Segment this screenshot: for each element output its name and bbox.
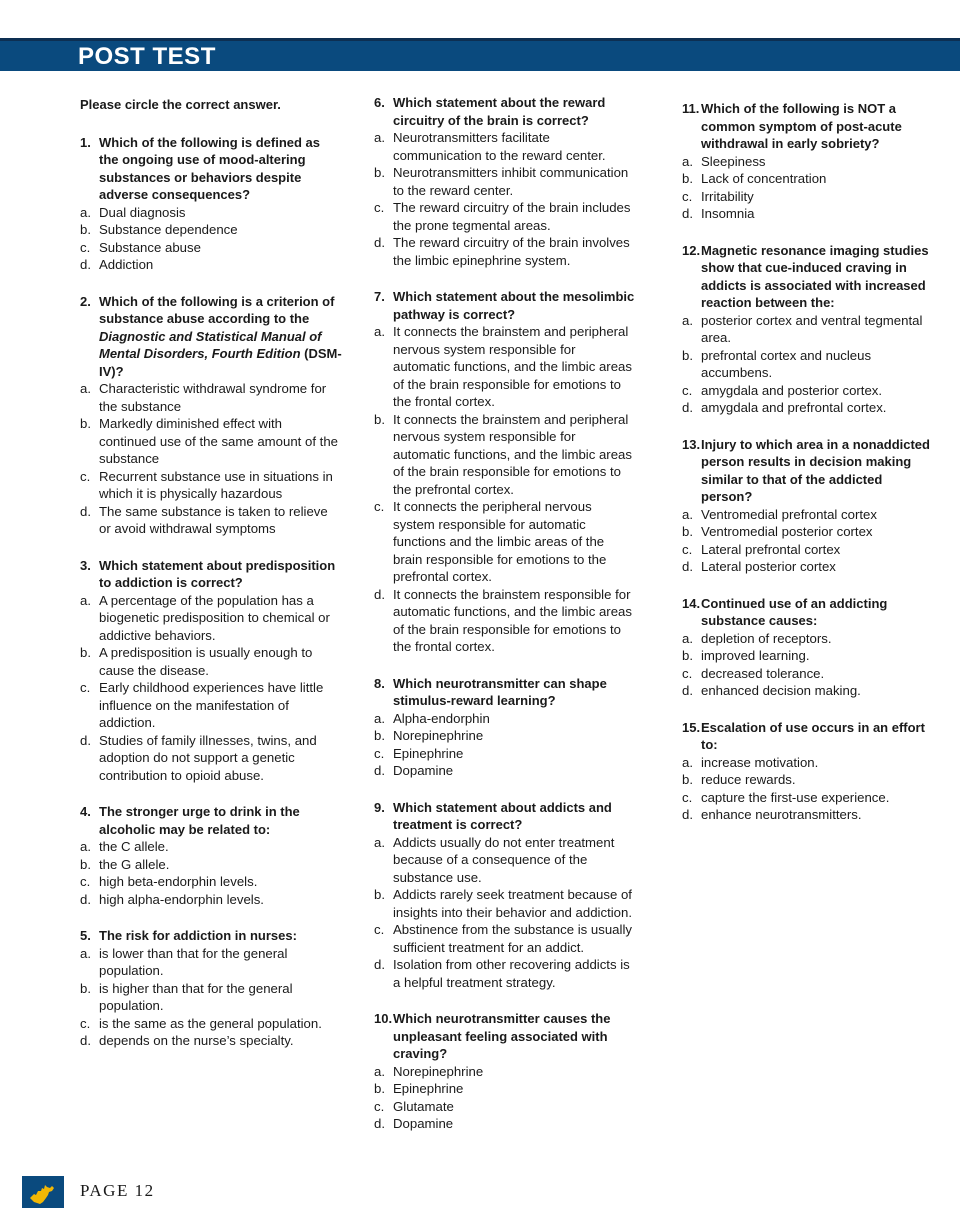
option-text: Recurrent substance use in situations in which it is physically hazardous: [99, 468, 333, 501]
question-text-main: Which statement about the mesolimbic pathway is correct?: [393, 289, 635, 322]
question-stem: [682, 595, 932, 630]
option-letter: a.: [374, 130, 385, 145]
header-bar: [0, 38, 960, 71]
option-text: It connects the brainstem responsible for automatic functions, and the limbic areas of the brain responsible for emotions to the frontal cortex.: [393, 586, 632, 654]
option-text: Addiction: [99, 257, 154, 272]
option-text: Insomnia: [701, 206, 755, 221]
option-text: The same substance is taken to relieve or avoid withdrawal symptoms: [99, 503, 328, 536]
answer-option: [682, 188, 932, 206]
option-letter: a.: [374, 834, 385, 850]
option-letter: a.: [80, 592, 91, 608]
option-text: is the same as the general population.: [99, 1015, 322, 1031]
question-text: [393, 675, 636, 710]
answer-option: [80, 380, 342, 415]
option-letter: b.: [374, 728, 385, 743]
answer-option: [374, 129, 636, 164]
option-letter: b.: [374, 1081, 385, 1096]
option-text: Lack of concentration: [701, 171, 827, 186]
question-text-italic: Diagnostic and Statistical Manual of Mental Disorders, Fourth Edition: [99, 328, 322, 361]
question-text: [99, 134, 342, 204]
answer-option: [682, 170, 932, 188]
option-text: reduce rewards.: [701, 772, 796, 787]
answer-option: [80, 1032, 342, 1050]
answer-option: [80, 415, 342, 468]
answer-option: [374, 710, 636, 728]
question-text-main: The risk for addiction in nurses:: [99, 928, 297, 943]
question-text-main: Which statement about addicts and treatment is correct?: [393, 799, 612, 832]
question-number: 9.: [374, 799, 385, 815]
option-letter: c.: [374, 922, 385, 937]
question-text: [701, 242, 932, 312]
answer-option: [374, 411, 636, 499]
option-letter: c.: [682, 665, 693, 681]
option-text: Dopamine: [393, 1116, 454, 1131]
question-number: 15.: [682, 719, 701, 735]
option-text: Norepinephrine: [393, 728, 484, 743]
option-letter: d.: [682, 206, 693, 221]
option-letter: d.: [80, 891, 91, 907]
option-text: Early childhood experiences have little influence on the manifestation of addiction.: [99, 680, 324, 730]
question-item: [80, 293, 342, 538]
question-stem: [682, 242, 932, 312]
option-letter: b.: [374, 411, 385, 427]
option-letter: c.: [374, 1098, 385, 1114]
option-letter: a.: [682, 754, 693, 770]
answer-option: [374, 921, 636, 956]
option-letter: a.: [682, 312, 693, 328]
option-letter: d.: [374, 235, 385, 250]
option-text: Lateral posterior cortex: [701, 559, 836, 574]
option-text: depends on the nurse’s specialty.: [99, 1033, 294, 1048]
question-text-main: Which statement about predisposition to addiction is correct?: [99, 557, 336, 590]
option-text: Alpha-endorphin: [393, 710, 490, 726]
option-letter: d.: [80, 732, 91, 748]
question-stem: [682, 436, 932, 506]
answer-option: [80, 503, 342, 538]
option-letter: c.: [80, 680, 91, 695]
answer-option: [80, 1015, 342, 1033]
question-stem: [80, 293, 342, 381]
question-item: [80, 134, 342, 274]
option-text: is lower than that for the general population.: [99, 945, 288, 978]
option-letter: d.: [374, 763, 385, 778]
answer-option: [80, 204, 342, 222]
question-text-main: Which statement about the reward circuitry of the brain is correct?: [393, 95, 606, 128]
option-text: The reward circuitry of the brain involves the limbic epinephrine system.: [393, 235, 630, 268]
option-letter: b.: [682, 648, 693, 663]
question-stem: [374, 288, 636, 323]
option-letter: c.: [80, 239, 91, 255]
answer-option: [374, 586, 636, 656]
option-text: Substance dependence: [99, 222, 238, 237]
answer-option: [682, 312, 932, 347]
question-stem: [682, 100, 932, 153]
answer-option: [374, 1098, 636, 1116]
question-text: [393, 1010, 636, 1063]
answer-option: [682, 630, 932, 648]
option-letter: a.: [682, 630, 693, 646]
answer-option: [80, 838, 342, 856]
answer-option: [374, 745, 636, 763]
question-number: 1.: [80, 134, 91, 150]
question-text: [701, 719, 932, 754]
question-item: [374, 799, 636, 992]
answer-option: [682, 506, 932, 524]
option-text: Ventromedial posterior cortex: [701, 524, 873, 539]
answer-option: [374, 834, 636, 887]
answer-option: [682, 789, 932, 807]
answer-option: [682, 665, 932, 683]
option-letter: c.: [682, 382, 693, 398]
question-number: 10.: [374, 1011, 393, 1026]
answer-option: [374, 886, 636, 921]
option-text: Epinephrine: [393, 1081, 464, 1096]
option-text: Abstinence from the substance is usually sufficient treatment for an addict.: [393, 922, 632, 955]
option-text: Lateral prefrontal cortex: [701, 541, 841, 557]
question-text-main: Which neurotransmitter can shape stimulus-reward learning?: [393, 675, 607, 708]
answer-option: [80, 980, 342, 1015]
option-text: enhanced decision making.: [701, 683, 861, 698]
option-letter: c.: [682, 789, 693, 805]
option-letter: b.: [80, 222, 91, 237]
question-text: [99, 927, 342, 945]
option-text: Neurotransmitters facilitate communication to the reward center.: [393, 130, 606, 163]
option-text: high alpha-endorphin levels.: [99, 891, 264, 907]
option-letter: d.: [682, 400, 693, 415]
question-text: [393, 799, 636, 834]
option-letter: a.: [374, 1063, 385, 1079]
question-text: [99, 803, 342, 838]
option-text: Sleepiness: [701, 153, 766, 169]
option-letter: d.: [80, 257, 91, 272]
west-virginia-state-icon: [22, 1176, 64, 1208]
answer-option: [80, 592, 342, 645]
option-text: Isolation from other recovering addicts is a helpful treatment strategy.: [393, 957, 630, 990]
option-text: Markedly diminished effect with continued use of the same amount of the substance: [99, 416, 338, 466]
question-stem: [80, 557, 342, 592]
option-text: Characteristic withdrawal syndrome for the substance: [99, 381, 327, 414]
option-text: depletion of receptors.: [701, 630, 832, 646]
answer-option: [80, 891, 342, 909]
option-text: It connects the brainstem and peripheral nervous system responsible for automatic functions, and the limbic areas of the brain responsible for emotions to the frontal cortex.: [393, 324, 632, 409]
option-text: Epinephrine: [393, 745, 464, 761]
option-text: is higher than that for the general population.: [99, 980, 293, 1013]
option-text: Ventromedial prefrontal cortex: [701, 506, 877, 522]
question-text-main: Which of the following is NOT a common symptom of post-acute withdrawal in early sobriety?: [701, 101, 902, 151]
option-letter: a.: [80, 381, 91, 396]
question-item: [682, 719, 932, 824]
answer-option: [80, 256, 342, 274]
question-text-after: (DSM-IV)?: [99, 346, 342, 379]
column-1: [80, 96, 342, 1069]
option-letter: b.: [374, 165, 385, 180]
question-item: [80, 557, 342, 785]
question-stem: [374, 799, 636, 834]
question-text: [99, 557, 342, 592]
option-letter: a.: [80, 204, 91, 220]
answer-option: [80, 873, 342, 891]
answer-option: [682, 682, 932, 700]
option-text: increase motivation.: [701, 754, 819, 770]
option-text: A percentage of the population has a biogenetic predisposition to chemical or addictive behaviors.: [99, 592, 330, 643]
question-item: [374, 1010, 636, 1133]
option-letter: c.: [80, 1015, 91, 1031]
option-text: Irritability: [701, 188, 754, 204]
question-item: [374, 288, 636, 656]
question-number: 14.: [682, 595, 701, 611]
option-letter: b.: [682, 171, 693, 186]
column-3: [682, 100, 932, 843]
question-stem: [80, 927, 342, 945]
answer-option: [374, 956, 636, 991]
option-letter: b.: [80, 645, 91, 660]
question-item: [682, 595, 932, 700]
column-2: [374, 94, 636, 1152]
answer-option: [682, 754, 932, 772]
question-text-main: The stronger urge to drink in the alcoholic may be related to:: [99, 804, 300, 837]
answer-option: [682, 541, 932, 559]
question-text: [701, 595, 932, 630]
option-letter: b.: [80, 856, 91, 872]
question-number: 6.: [374, 95, 385, 110]
option-text: A predisposition is usually enough to cause the disease.: [99, 645, 313, 678]
question-item: [374, 675, 636, 780]
answer-option: [682, 806, 932, 824]
answer-option: [80, 856, 342, 874]
question-item: [374, 94, 636, 269]
option-letter: b.: [80, 980, 91, 996]
question-number: 5.: [80, 928, 91, 943]
answer-option: [374, 164, 636, 199]
question-number: 4.: [80, 804, 91, 819]
page-number: PAGE 12: [80, 1181, 155, 1200]
option-text: enhance neurotransmitters.: [701, 807, 862, 822]
option-letter: b.: [80, 416, 91, 431]
option-letter: c.: [80, 874, 91, 889]
option-letter: d.: [682, 559, 693, 574]
answer-option: [682, 523, 932, 541]
answer-option: [374, 1115, 636, 1133]
option-text: amygdala and posterior cortex.: [701, 382, 883, 398]
option-letter: b.: [374, 887, 385, 902]
question-text-main: Which neurotransmitter causes the unpleasant feeling associated with craving?: [393, 1011, 611, 1061]
option-letter: c.: [374, 745, 385, 761]
question-text-main: Magnetic resonance imaging studies show that cue-induced craving in addicts is associated with increased reaction between the:: [701, 242, 929, 310]
answer-option: [80, 732, 342, 785]
option-letter: c.: [374, 200, 385, 215]
option-text: the C allele.: [99, 839, 169, 854]
answer-option: [80, 468, 342, 503]
question-text-main: Which of the following is defined as the ongoing use of mood-altering substances or behaviors despite adverse consequences?: [99, 134, 320, 202]
option-letter: c.: [374, 499, 385, 514]
question-number: 7.: [374, 289, 385, 304]
question-item: [682, 436, 932, 576]
page-title: POST TEST: [78, 43, 216, 70]
question-text: [701, 436, 932, 506]
question-text: [393, 94, 636, 129]
answer-option: [80, 644, 342, 679]
option-letter: d.: [682, 683, 693, 698]
question-text: [99, 293, 342, 381]
option-text: Substance abuse: [99, 239, 201, 255]
question-text: [393, 288, 636, 323]
option-text: Glutamate: [393, 1098, 454, 1114]
option-letter: d.: [374, 957, 385, 972]
answer-option: [682, 399, 932, 417]
answer-option: [374, 234, 636, 269]
question-number: 3.: [80, 557, 91, 573]
option-letter: a.: [80, 945, 91, 961]
question-text-main: Continued use of an addicting substance causes:: [701, 595, 888, 628]
answer-option: [80, 221, 342, 239]
option-letter: a.: [374, 710, 385, 726]
option-letter: a.: [682, 506, 693, 522]
answer-option: [682, 771, 932, 789]
question-number: 8.: [374, 675, 385, 691]
question-number: 2.: [80, 293, 91, 309]
option-letter: d.: [374, 586, 385, 602]
question-text-main: Escalation of use occurs in an effort to:: [701, 719, 925, 752]
answer-option: [682, 647, 932, 665]
question-item: [80, 803, 342, 908]
question-number: 13.: [682, 436, 701, 452]
answer-option: [682, 205, 932, 223]
option-text: posterior cortex and ventral tegmental area.: [701, 312, 923, 345]
option-letter: c.: [682, 188, 693, 204]
answer-option: [374, 498, 636, 586]
option-text: amygdala and prefrontal cortex.: [701, 400, 887, 415]
option-text: Neurotransmitters inhibit communication to the reward center.: [393, 165, 629, 198]
option-text: improved learning.: [701, 648, 810, 663]
option-text: It connects the brainstem and peripheral nervous system responsible for automatic functions, and the limbic areas of the brain responsible for emotions to the prefrontal cortex.: [393, 411, 632, 497]
question-text: [701, 100, 932, 153]
option-letter: b.: [682, 347, 693, 363]
answer-option: [374, 199, 636, 234]
question-stem: [374, 1010, 636, 1063]
option-letter: d.: [80, 503, 91, 519]
option-text: Addicts usually do not enter treatment because of a consequence of the substance use.: [393, 834, 615, 885]
question-stem: [682, 719, 932, 754]
question-text-main: Injury to which area in a nonaddicted person results in decision making similar to that of the addicted person?: [701, 436, 930, 504]
question-item: [80, 927, 342, 1050]
question-stem: [80, 803, 342, 838]
option-letter: a.: [682, 153, 693, 169]
option-text: The reward circuitry of the brain includes the prone tegmental areas.: [393, 200, 631, 233]
option-text: Dopamine: [393, 763, 454, 778]
option-text: the G allele.: [99, 856, 170, 872]
answer-option: [374, 1080, 636, 1098]
option-letter: b.: [682, 524, 693, 539]
answer-option: [374, 1063, 636, 1081]
option-text: Studies of family illnesses, twins, and adoption do not support a genetic contribution to opioid abuse.: [99, 732, 317, 783]
question-stem: [374, 94, 636, 129]
option-text: decreased tolerance.: [701, 665, 825, 681]
question-item: [682, 242, 932, 417]
option-text: Dual diagnosis: [99, 204, 186, 220]
option-letter: c.: [80, 468, 91, 484]
answer-option: [374, 762, 636, 780]
question-text-main: Which of the following is a criterion of substance abuse according to the: [99, 293, 335, 326]
answer-option: [80, 945, 342, 980]
option-text: prefrontal cortex and nucleus accumbens.: [701, 347, 872, 380]
instructions: Please circle the correct answer.: [80, 97, 281, 112]
answer-option: [682, 347, 932, 382]
option-letter: d.: [80, 1033, 91, 1048]
option-letter: b.: [682, 772, 693, 787]
question-number: 11.: [682, 101, 700, 116]
question-stem: [374, 675, 636, 710]
option-letter: d.: [682, 807, 693, 822]
option-letter: c.: [682, 541, 693, 557]
answer-option: [374, 323, 636, 411]
answer-option: [374, 727, 636, 745]
option-text: Addicts rarely seek treatment because of insights into their behavior and addiction.: [393, 887, 632, 920]
option-letter: a.: [374, 324, 385, 339]
question-stem: [80, 134, 342, 204]
answer-option: [682, 153, 932, 171]
option-letter: d.: [374, 1116, 385, 1131]
question-number: 12.: [682, 242, 701, 258]
option-text: high beta-endorphin levels.: [99, 874, 258, 889]
option-text: It connects the peripheral nervous system responsible for automatic functions and the limbic areas of the brain responsible for emotions to the prefrontal cortex.: [393, 499, 607, 584]
answer-option: [682, 382, 932, 400]
option-letter: a.: [80, 839, 91, 854]
answer-option: [682, 558, 932, 576]
answer-option: [80, 679, 342, 732]
answer-option: [80, 239, 342, 257]
option-text: capture the first-use experience.: [701, 789, 890, 805]
option-text: Norepinephrine: [393, 1063, 484, 1079]
question-item: [682, 100, 932, 223]
